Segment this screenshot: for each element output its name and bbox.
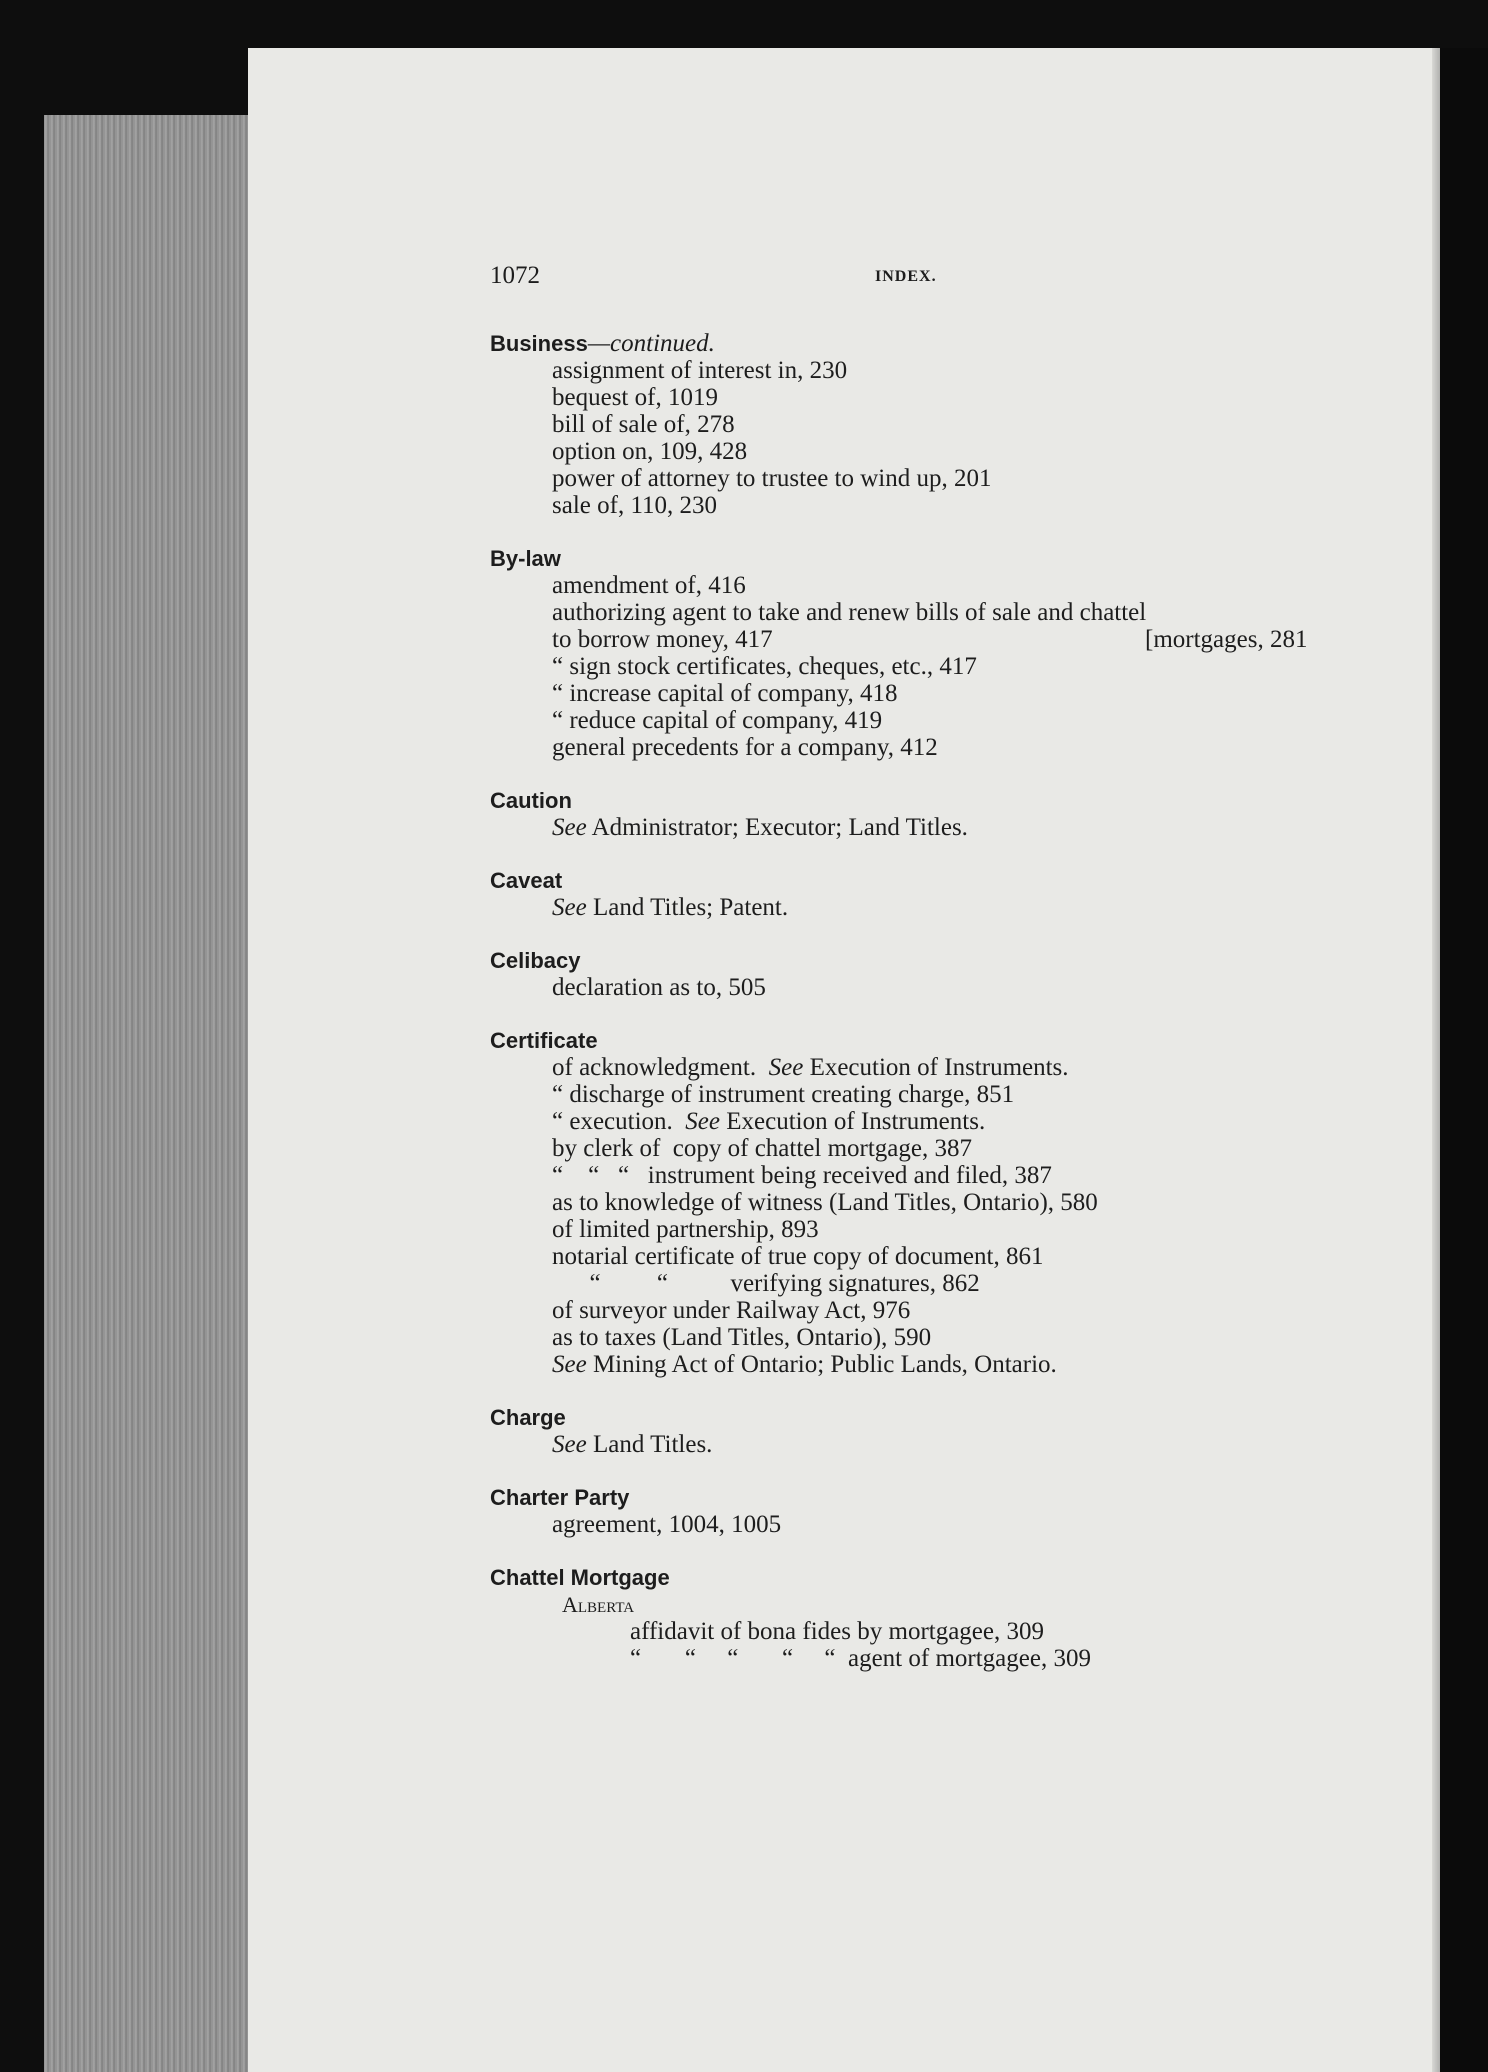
- index-line: “ “ verifying signatures, 862: [552, 1270, 980, 1297]
- index-line: of acknowledgment. See Execution of Instruments.: [552, 1054, 1069, 1081]
- index-line: amendment of, 416: [552, 572, 746, 599]
- province-subheading: Alberta: [562, 1592, 635, 1617]
- see-reference: See Administrator; Executor; Land Titles.: [552, 814, 968, 841]
- index-entry-charge: [490, 1404, 1380, 1458]
- entry-heading: Certificate: [490, 1028, 598, 1053]
- index-entry-celibacy: [490, 947, 1380, 1001]
- index-content: [490, 330, 1380, 1698]
- index-entry-charter-party: [490, 1484, 1380, 1538]
- index-line: to borrow money, 417 [mortgages, 281: [552, 626, 1308, 653]
- entry-heading: Charter Party: [490, 1485, 630, 1510]
- index-line: agreement, 1004, 1005: [552, 1511, 782, 1538]
- index-line: bill of sale of, 278: [552, 411, 735, 438]
- index-line: “ reduce capital of company, 419: [552, 707, 883, 734]
- see-reference: See Mining Act of Ontario; Public Lands, Ontario.: [552, 1351, 1057, 1378]
- index-entry-business: [490, 330, 1380, 519]
- index-line: of limited partnership, 893: [552, 1216, 819, 1243]
- entry-heading: Business—continued.: [490, 330, 715, 357]
- index-line: declaration as to, 505: [552, 974, 766, 1001]
- entry-heading: Celibacy: [490, 948, 581, 973]
- index-line: by clerk of copy of chattel mortgage, 387: [552, 1135, 972, 1162]
- index-line: sale of, 110, 230: [552, 492, 718, 519]
- entry-heading: Caveat: [490, 868, 563, 893]
- page-stack-edges: [44, 115, 264, 2072]
- entry-heading: Charge: [490, 1405, 566, 1430]
- index-line: notarial certificate of true copy of document, 861: [552, 1243, 1044, 1270]
- index-entry-caveat: [490, 867, 1380, 921]
- index-line: “ sign stock certificates, cheques, etc., 417: [552, 653, 977, 680]
- index-line: authorizing agent to take and renew bills of sale and chattel: [552, 599, 1147, 626]
- index-entry-by-law: [490, 545, 1380, 761]
- index-entry-certificate: [490, 1027, 1380, 1378]
- running-head: [490, 262, 960, 296]
- index-line: power of attorney to trustee to wind up, 201: [552, 465, 992, 492]
- index-line: as to knowledge of witness (Land Titles, Ontario), 580: [552, 1189, 1098, 1216]
- index-entry-chattel-mortgage: [490, 1564, 1380, 1672]
- index-line: bequest of, 1019: [552, 384, 718, 411]
- entry-heading: Chattel Mortgage: [490, 1565, 670, 1590]
- index-line: “ increase capital of company, 418: [552, 680, 898, 707]
- scan-background: [1440, 48, 1488, 2072]
- see-reference: See Land Titles.: [552, 1431, 713, 1458]
- index-line: “ discharge of instrument creating charge, 851: [552, 1081, 1015, 1108]
- page-number: 1072: [490, 262, 540, 289]
- see-reference: See Land Titles; Patent.: [552, 894, 789, 921]
- page-title: INDEX.: [875, 268, 937, 285]
- runover-text: [mortgages, 281: [1145, 626, 1308, 653]
- index-line: “ “ “ “ “ agent of mortgagee, 309: [630, 1645, 1091, 1672]
- entry-heading: Caution: [490, 788, 572, 813]
- index-entry-caution: [490, 787, 1380, 841]
- index-line: of surveyor under Railway Act, 976: [552, 1297, 911, 1324]
- index-line: as to taxes (Land Titles, Ontario), 590: [552, 1324, 932, 1351]
- entry-heading: By-law: [490, 546, 561, 571]
- index-line: affidavit of bona fides by mortgagee, 309: [630, 1618, 1045, 1645]
- index-line: assignment of interest in, 230: [552, 357, 848, 384]
- index-line: general precedents for a company, 412: [552, 734, 938, 761]
- index-line: option on, 109, 428: [552, 438, 748, 465]
- index-line: “ “ “ instrument being received and filed, 387: [552, 1162, 1052, 1189]
- index-line: “ execution. See Execution of Instruments.: [552, 1108, 986, 1135]
